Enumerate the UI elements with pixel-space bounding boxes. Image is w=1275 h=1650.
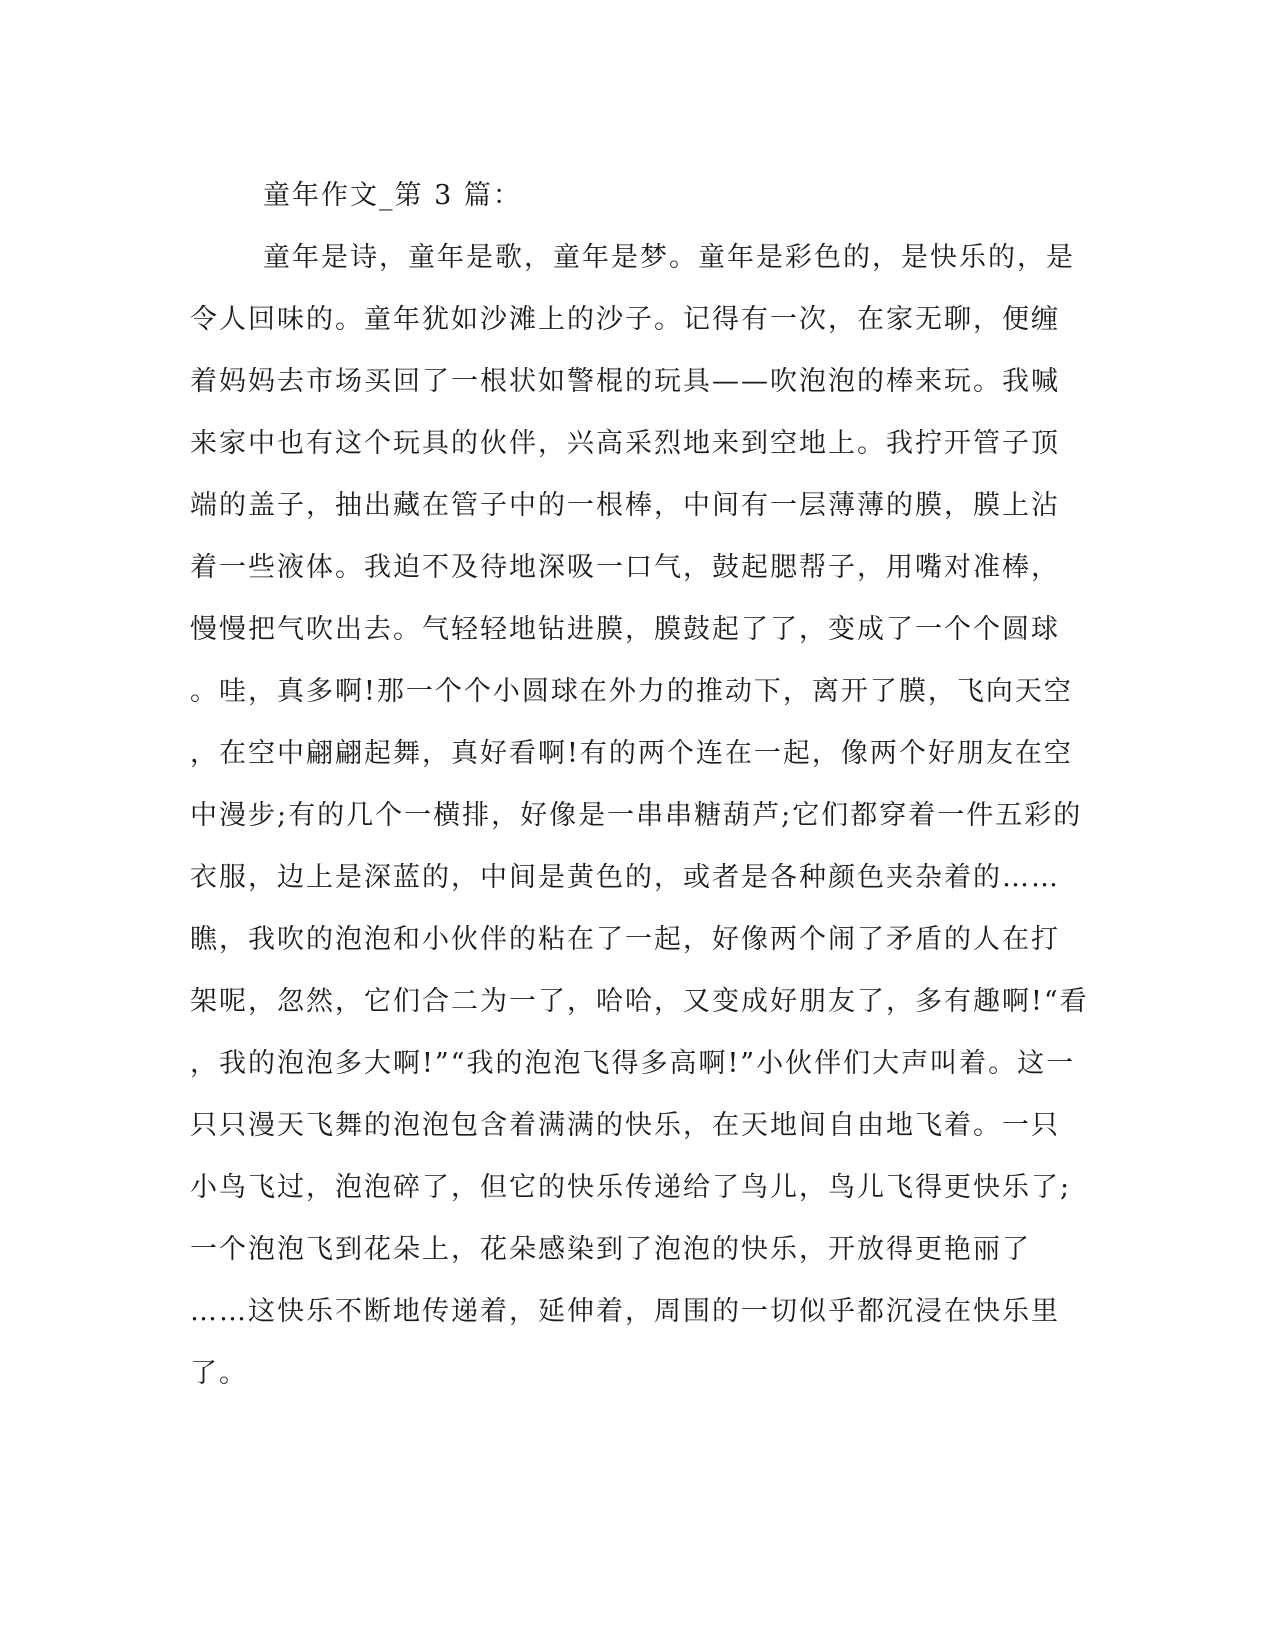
paragraph-line: 小鸟飞过，泡泡碎了，但它的快乐传递给了鸟儿，鸟儿飞得更快乐了; [190, 1172, 1072, 1203]
paragraph-line: 瞧，我吹的泡泡和小伙伴的粘在了一起，好像两个闹了矛盾的人在打 [190, 924, 1060, 955]
paragraph-line: 衣服，边上是深蓝的，中间是黄色的，或者是各种颜色夹杂着的…… [190, 862, 1060, 893]
paragraph-line: 令人回味的。童年犹如沙滩上的沙子。记得有一次，在家无聊，便缠 [190, 304, 1060, 335]
paragraph-line: 童年是诗，童年是歌，童年是梦。童年是彩色的，是快乐的，是 [263, 242, 1075, 273]
essay-heading: 童年作文_第 3 篇： [263, 180, 522, 211]
paragraph-line: 来家中也有这个玩具的伙伴，兴高采烈地来到空地上。我拧开管子顶 [190, 428, 1060, 459]
paragraph-line: 一个泡泡飞到花朵上，花朵感染到了泡泡的快乐，开放得更艳丽了 [190, 1234, 1031, 1265]
paragraph-line: 慢慢把气吹出去。气轻轻地钻进膜，膜鼓起了了，变成了一个个圆球 [190, 614, 1060, 645]
paragraph-line: 着一些液体。我迫不及待地深吸一口气，鼓起腮帮子，用嘴对准棒， [190, 552, 1060, 583]
paragraph-line: ，在空中翩翩起舞，真好看啊!有的两个连在一起，像两个好朋友在空 [190, 738, 1073, 769]
paragraph-line: 端的盖子，抽出藏在管子中的一根棒，中间有一层薄薄的膜，膜上沾 [190, 490, 1060, 521]
paragraph-line: 只只漫天飞舞的泡泡包含着满满的快乐，在天地间自由地飞着。一只 [190, 1110, 1060, 1141]
paragraph-line: 。哇，真多啊!那一个个小圆球在外力的推动下，离开了膜，飞向天空 [190, 676, 1073, 707]
essay-body [190, 165, 1090, 1405]
paragraph-line: ……这快乐不断地传递着，延伸着，周围的一切似乎都沉浸在快乐里 [190, 1296, 1060, 1327]
paragraph-line: ，我的泡泡多大啊!”“我的泡泡飞得多高啊!”小伙伴们大声叫着。这一 [190, 1048, 1076, 1079]
paragraph-line: 架呢，忽然，它们合二为一了，哈哈，又变成好朋友了，多有趣啊!“看 [190, 986, 1089, 1017]
paragraph-line: 着妈妈去市场买回了一根状如警棍的玩具——吹泡泡的棒来玩。我喊 [190, 366, 1060, 397]
paragraph-line: 了。 [190, 1358, 248, 1389]
paragraph-line: 中漫步;有的几个一横排，好像是一串串糖葫芦;它们都穿着一件五彩的 [190, 800, 1083, 831]
